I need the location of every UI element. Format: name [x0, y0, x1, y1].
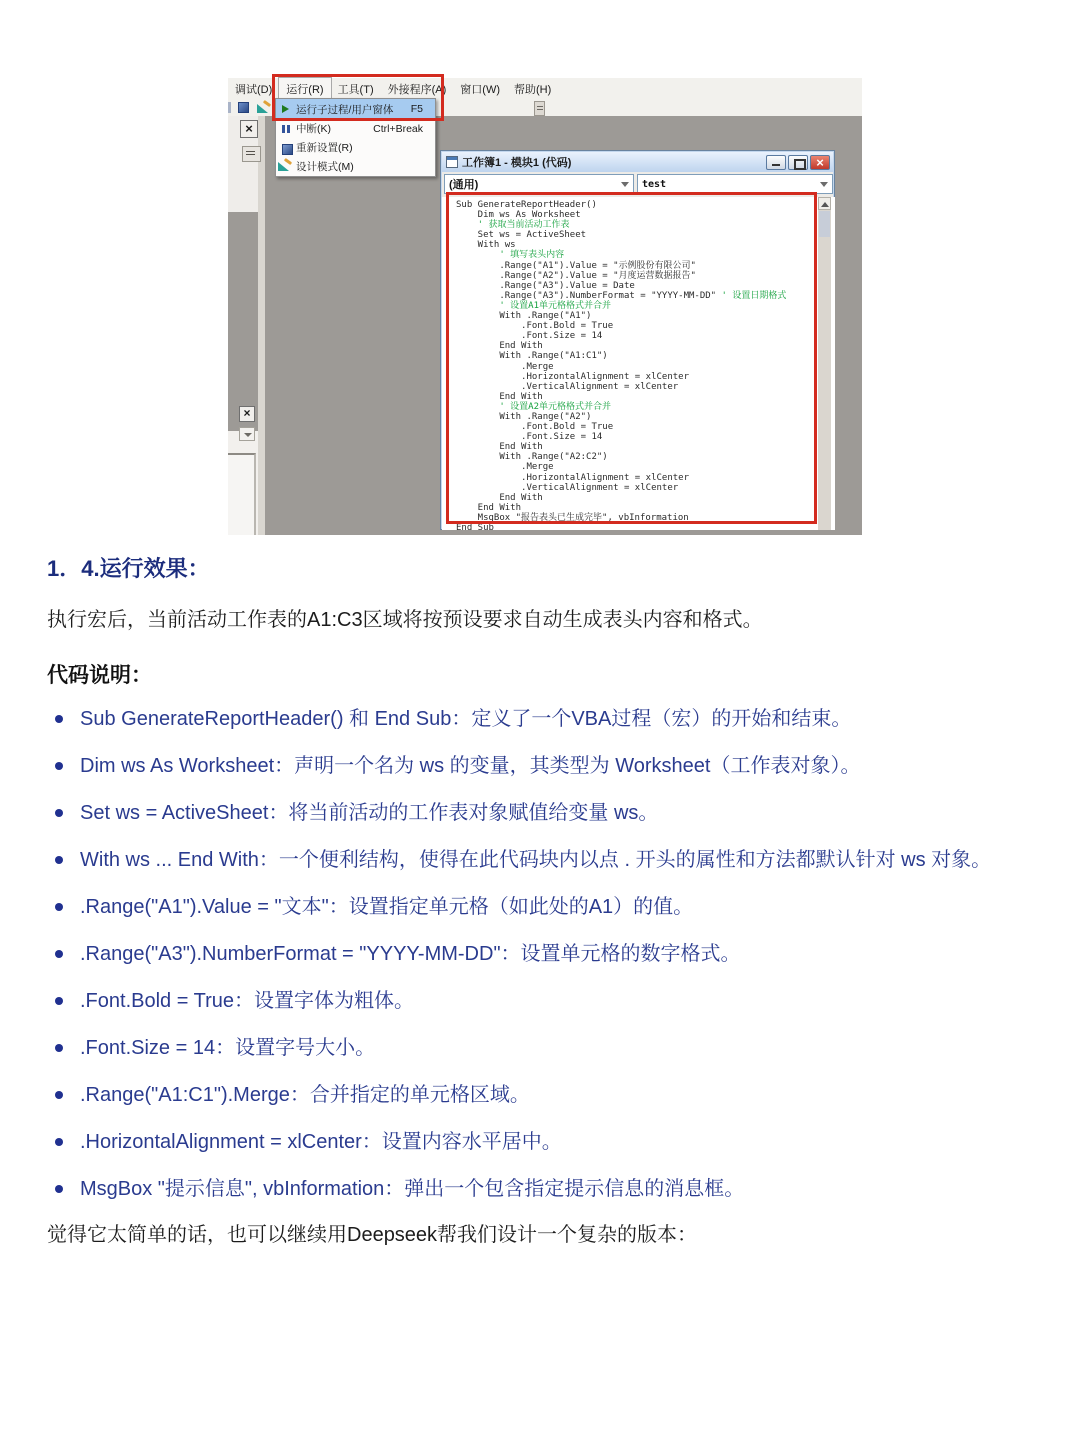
close-panel-icon[interactable]	[240, 120, 258, 138]
close-icon[interactable]	[810, 155, 830, 170]
menubar-item[interactable]: 外接程序(A)	[387, 83, 447, 96]
code-window	[440, 150, 835, 530]
vertical-scrollbar[interactable]	[818, 197, 831, 530]
code-line: MsgBox "报告表头已生成完毕", vbInformation	[456, 512, 689, 523]
run-dropdown-menu	[275, 98, 436, 177]
code-line: End With	[456, 502, 522, 513]
code-explanation-bullet: .Range("A3").NumberFormat = "YYYY-MM-DD"：设置单元格的数字格式。	[47, 939, 1042, 969]
code-line: .Merge	[456, 361, 554, 372]
code-line: .Font.Size = 14	[456, 432, 603, 443]
menubar-item[interactable]: 调试(D)	[235, 83, 273, 96]
menu-item-label: 运行子过程/用户窗体	[296, 103, 394, 116]
code-line: End Sub	[456, 523, 494, 530]
scroll-up-icon[interactable]	[818, 197, 831, 210]
minimize-icon[interactable]	[766, 155, 786, 170]
run-menu-item[interactable]	[276, 138, 435, 157]
menu-item-icon	[276, 102, 296, 116]
code-explanation-bullet: Dim ws As Worksheet：声明一个名为 ws 的变量，其类型为 Worksheet（工作表对象）。	[47, 751, 1042, 781]
vba-menubar	[228, 78, 862, 99]
code-line: With ws	[456, 240, 516, 251]
code-line: ' 设置A2单元格格式并合并	[456, 401, 612, 412]
design-mode-icon[interactable]	[255, 102, 269, 114]
code-explanation-bullet: MsgBox "提示信息", vbInformation：弹出一个包含指定提示信息的消息框。	[47, 1174, 1042, 1204]
code-line: .HorizontalAlignment = xlCenter	[456, 472, 689, 483]
code-line: .HorizontalAlignment = xlCenter	[456, 371, 689, 382]
menu-item-label: 设计模式(M)	[296, 161, 354, 173]
code-line: End With	[456, 341, 543, 352]
menubar-item[interactable]: 运行(R)	[279, 78, 330, 100]
code-line: Dim ws As Worksheet	[456, 210, 581, 221]
run-menu-item[interactable]	[276, 157, 435, 176]
code-line: With .Range("A1")	[456, 311, 592, 322]
code-line: .Range("A3").Value = Date	[456, 280, 635, 291]
run-menu-item[interactable]	[276, 119, 435, 138]
chevron-down-icon	[621, 182, 629, 187]
code-line: .VerticalAlignment = xlCenter	[456, 482, 679, 493]
code-explanation-bullet: .Font.Size = 14：设置字号大小。	[47, 1033, 1042, 1063]
menu-item-label: 重新设置(R)	[296, 142, 353, 154]
docked-panel-edge	[258, 116, 265, 535]
vba-code	[456, 200, 786, 530]
code-explanation-bullet: .Range("A1").Value = "文本"：设置指定单元格（如此处的A1）的值。	[47, 892, 1042, 922]
code-line: .Range("A2").Value = "月度运营数据报告"	[456, 270, 696, 281]
code-line: End With	[456, 442, 543, 453]
code-window-titlebar[interactable]	[442, 152, 833, 172]
code-line: With .Range("A2")	[456, 411, 592, 422]
code-line: Sub GenerateReportHeader()	[456, 200, 597, 210]
chevron-down-icon	[820, 182, 828, 187]
code-line: ' 获取当前活动工作表	[456, 220, 570, 231]
menu-item-shortcut: F5	[410, 103, 423, 115]
code-line: .Range("A1").Value = "示例股份有限公司"	[456, 260, 696, 271]
toolbar-handle-icon[interactable]	[534, 101, 545, 116]
menu-item-icon	[276, 160, 296, 174]
code-explanation-bullet: Set ws = ActiveSheet：将当前活动的工作表对象赋值给变量 ws。	[47, 798, 1042, 828]
code-line: End With	[456, 492, 543, 503]
vba-editor-screenshot	[228, 78, 862, 535]
module-icon	[446, 156, 458, 168]
code-line: ' 填写表头内容	[456, 250, 565, 261]
code-line: .VerticalAlignment = xlCenter	[456, 381, 679, 392]
object-dropdown[interactable]	[444, 174, 634, 194]
menubar-item[interactable]: 工具(T)	[337, 83, 374, 96]
toolbar-partial-icon	[228, 102, 231, 113]
procedure-dropdown-value: test	[642, 178, 667, 190]
menu-item-icon	[276, 122, 296, 136]
code-line: End With	[456, 391, 543, 402]
code-window-title: 工作簿1 - 模块1 (代码)	[462, 157, 572, 169]
menu-item-icon	[276, 141, 296, 155]
close-panel-icon[interactable]	[239, 406, 255, 422]
procedure-dropdown[interactable]	[637, 174, 833, 194]
section-heading: 1．4.运行效果：	[47, 556, 210, 581]
code-editor-area[interactable]	[442, 197, 835, 530]
dropdown-chevron-icon[interactable]	[239, 427, 255, 441]
maximize-icon[interactable]	[788, 155, 808, 170]
code-explanation-list	[47, 704, 1042, 1204]
menu-item-shortcut: Ctrl+Break	[373, 122, 423, 135]
menubar-item[interactable]: 帮助(H)	[514, 83, 552, 96]
closing-paragraph: 觉得它太简单的话，也可以继续用Deepseek帮我们设计一个复杂的版本：	[47, 1224, 698, 1246]
object-dropdown-value: (通用)	[449, 179, 479, 191]
code-explanation-bullet: .Font.Bold = True：设置字体为粗体。	[47, 986, 1042, 1016]
scrollbar-thumb[interactable]	[819, 211, 830, 237]
code-line: .Font.Bold = True	[456, 321, 614, 332]
code-line: .Range("A3").NumberFormat = "YYYY-MM-DD" ' 设置日期格式	[456, 290, 787, 301]
panel-mini-button[interactable]	[242, 146, 261, 162]
run-effect-paragraph: 执行宏后，当前活动工作表的A1:C3区域将按预设要求自动生成表头内容和格式。	[47, 609, 763, 631]
code-explanation-bullet: Sub GenerateReportHeader() 和 End Sub：定义了一个VBA过程（宏）的开始和结束。	[47, 704, 1042, 734]
run-menu-item[interactable]	[276, 99, 435, 119]
reset-icon[interactable]	[238, 102, 249, 113]
code-explanation-bullet: .Range("A1:C1").Merge：合并指定的单元格区域。	[47, 1080, 1042, 1110]
code-line: .Font.Bold = True	[456, 422, 614, 433]
code-line: Set ws = ActiveSheet	[456, 230, 587, 241]
code-explanation-bullet: With ws ... End With：一个便利结构，使得在此代码块内以点 . 开头的属性和方法都默认针对 ws 对象。	[47, 845, 1042, 875]
code-line: .Merge	[456, 462, 554, 473]
docked-panel-box	[228, 453, 256, 535]
menu-item-label: 中断(K)	[296, 123, 331, 135]
code-line: With .Range("A2:C2")	[456, 452, 608, 463]
code-explanation-bullet: .HorizontalAlignment = xlCenter：设置内容水平居中。	[47, 1127, 1042, 1157]
code-line: With .Range("A1:C1")	[456, 351, 608, 362]
menubar-item[interactable]: 窗口(W)	[460, 83, 500, 96]
code-line: .Font.Size = 14	[456, 331, 603, 342]
code-explanation-heading: 代码说明：	[47, 664, 152, 687]
code-line: ' 设置A1单元格格式并合并	[456, 300, 612, 311]
article-content	[47, 552, 1042, 1249]
code-window-combos	[442, 172, 833, 197]
